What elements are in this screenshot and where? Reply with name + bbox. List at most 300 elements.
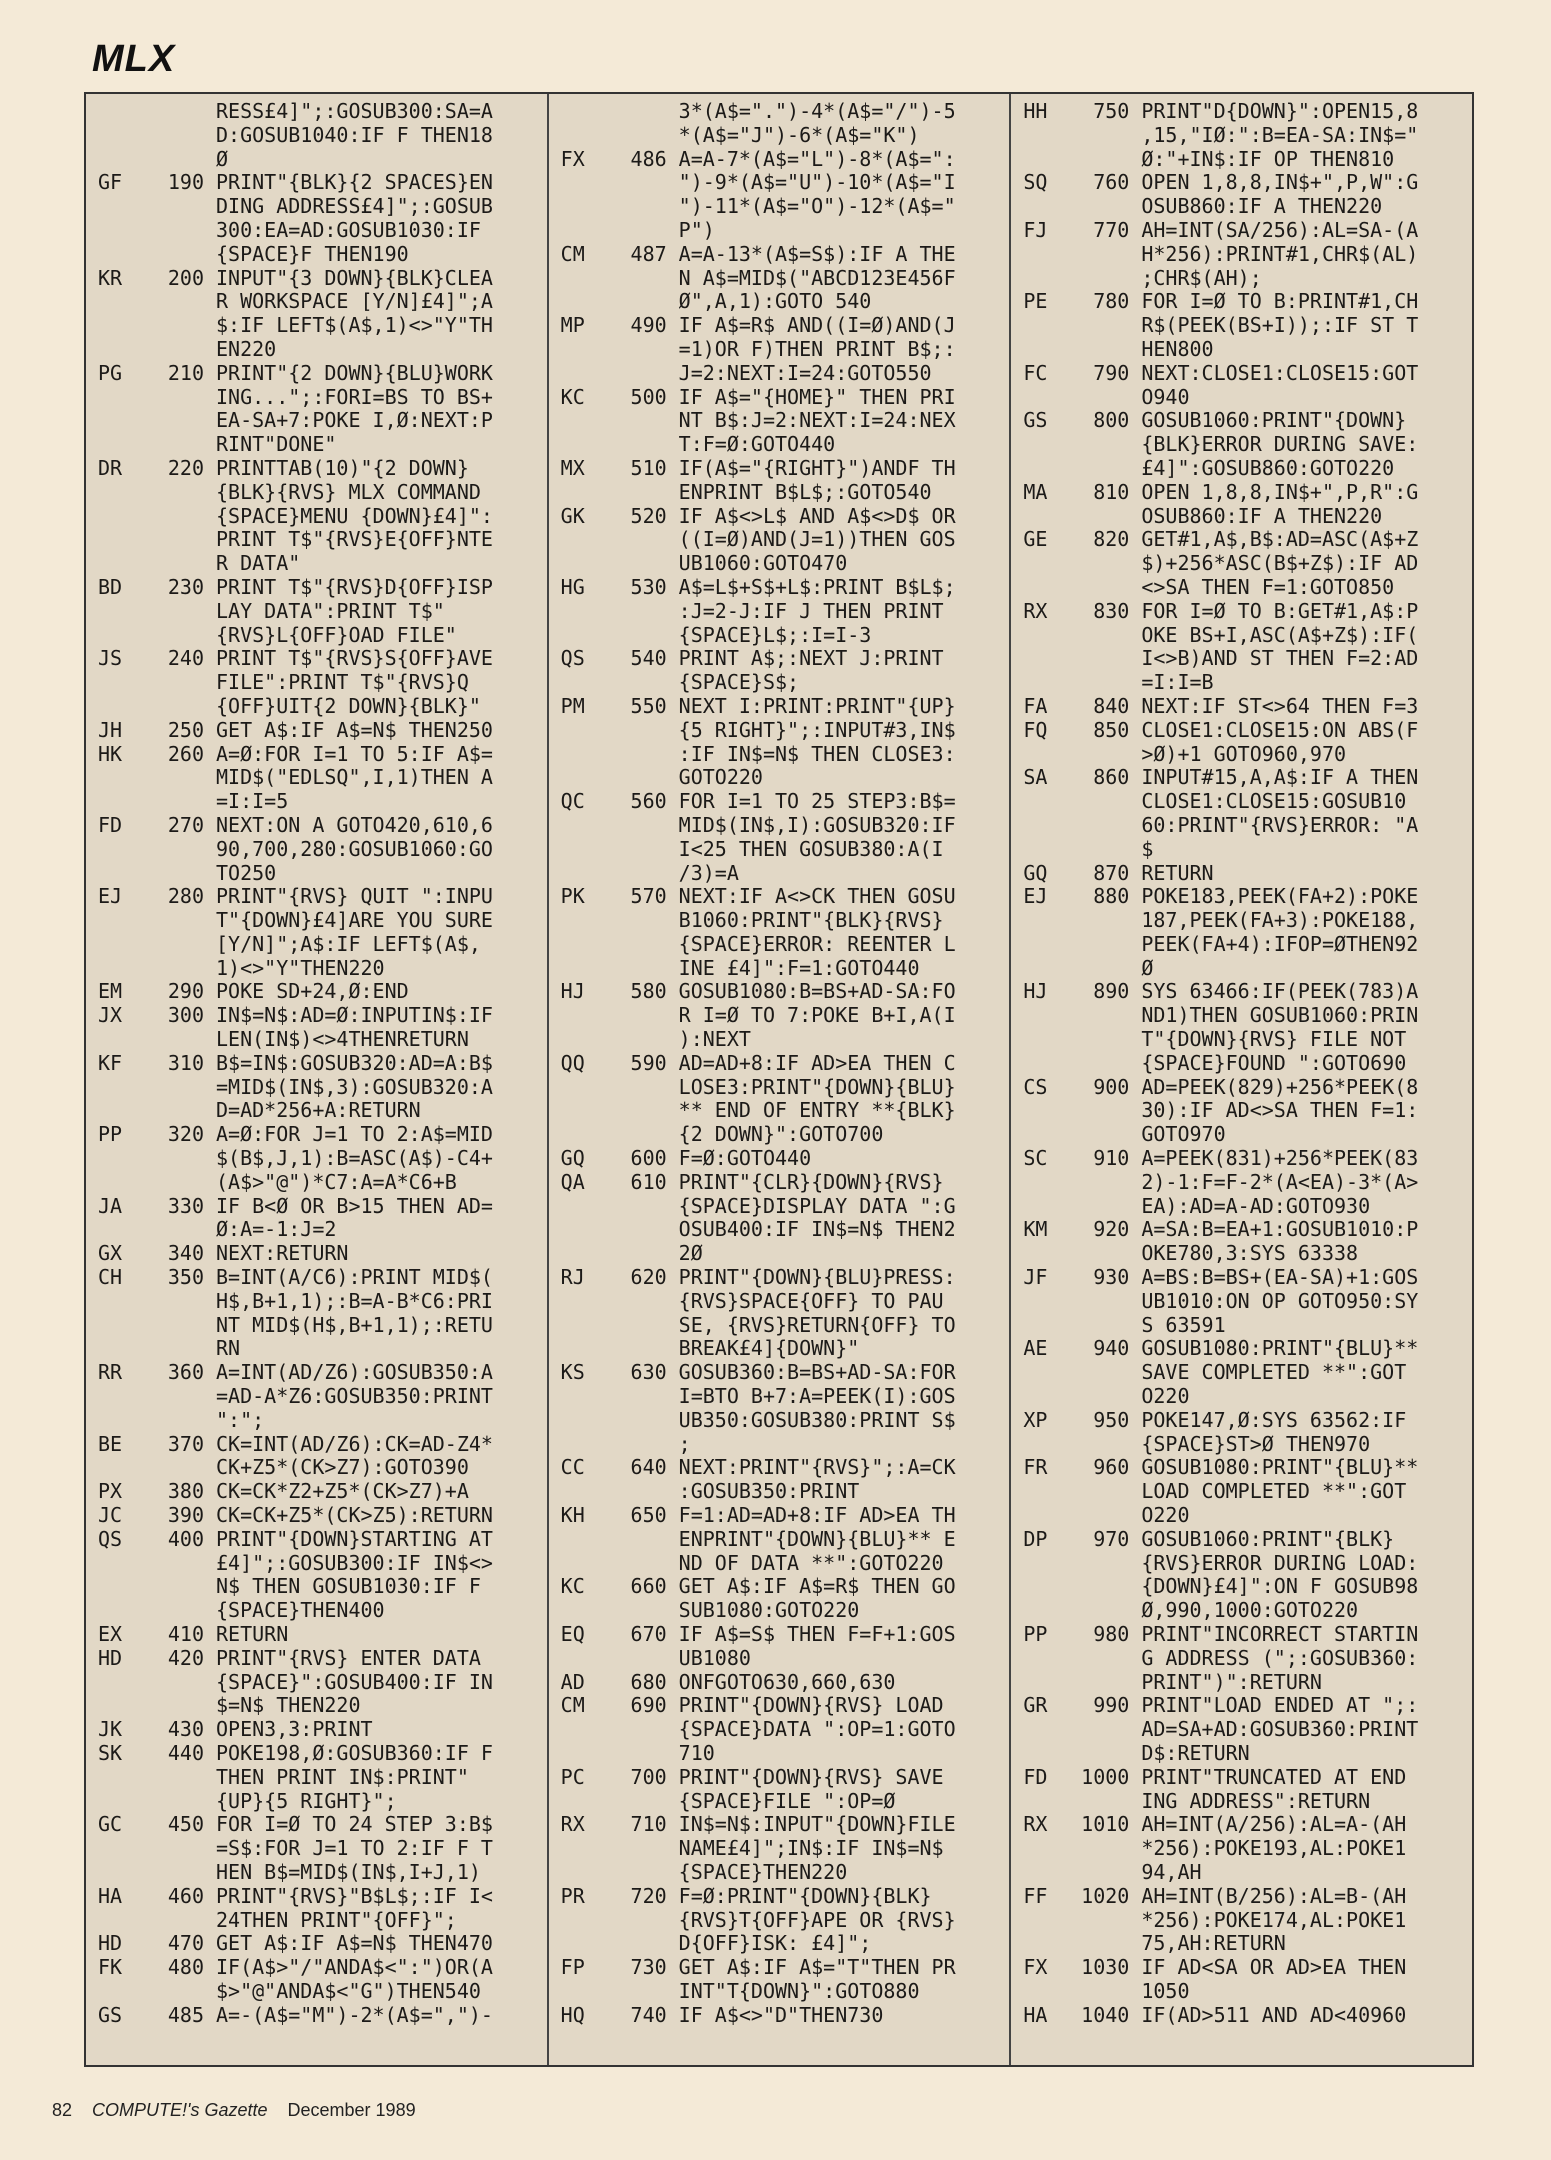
line-number: 440 <box>167 1740 204 1765</box>
code-line <box>94 338 539 362</box>
code-line <box>557 1813 1002 1837</box>
line-number: 250 <box>167 717 204 742</box>
code-line <box>557 171 1002 195</box>
line-number: 270 <box>167 812 204 837</box>
code-text: {RVS}L{OFF}OAD FILE" <box>216 623 457 647</box>
code-text: H$,B+1,1);:B=A-B*C6:PRI <box>216 1289 493 1313</box>
code-line <box>1019 1599 1464 1623</box>
code-text: DING ADDRESS£4]";:GOSUB <box>216 195 493 219</box>
code-text: $)+256*ASC(B$+Z$):IF AD <box>1141 552 1419 576</box>
code-line <box>1019 1980 1464 2004</box>
code-line <box>94 1885 539 1909</box>
code-line <box>1019 933 1464 957</box>
code-line <box>1019 1433 1464 1457</box>
line-number: 340 <box>167 1241 204 1266</box>
code-text: R I=Ø TO 7:POKE B+I,A(I <box>678 1004 956 1028</box>
code-text: CK=CK*Z2+Z5*(CK>Z7)+A <box>216 1480 469 1504</box>
code-text: NEXT:IF A<>CK THEN GOSU <box>678 885 956 909</box>
code-text: ":"; <box>216 1408 265 1432</box>
checksum: HD <box>98 1645 123 1670</box>
code-text: B$=IN$:GOSUB320:AD=A:B$ <box>216 1051 493 1075</box>
code-line <box>557 1742 1002 1766</box>
line-number: 930 <box>1093 1265 1130 1290</box>
code-text: TO250 <box>216 861 277 885</box>
code-line <box>557 1099 1002 1123</box>
line-number: 550 <box>630 693 667 718</box>
code-text: UB1010:ON OP GOTO950:SY <box>1141 1289 1419 1313</box>
code-line <box>1019 2004 1464 2028</box>
code-line <box>94 433 539 457</box>
code-text: 24THEN PRINT"{OFF}"; <box>216 1908 457 1932</box>
line-number: 500 <box>630 384 667 409</box>
line-number: 540 <box>630 646 667 671</box>
checksum: EQ <box>560 1622 585 1646</box>
code-text: D:GOSUB1040:IF F THEN18 <box>216 123 493 147</box>
code-line <box>557 885 1002 909</box>
line-number: 1020 <box>1081 1883 1130 1908</box>
line-number: 320 <box>167 1122 204 1147</box>
code-line <box>94 1552 539 1576</box>
line-number: 1040 <box>1081 2002 1130 2027</box>
code-line <box>94 1528 539 1552</box>
code-text: :GOSUB350:PRINT <box>678 1480 860 1504</box>
code-text: GOTO220 <box>678 766 763 790</box>
code-line <box>94 481 539 505</box>
line-number: 1010 <box>1081 1812 1130 1837</box>
line-number: 230 <box>167 574 204 599</box>
code-text: =1)OR F)THEN PRINT B$;: <box>678 337 956 361</box>
code-line <box>1019 743 1464 767</box>
code-text: NEXT:CLOSE1:CLOSE15:GOT <box>1141 361 1419 385</box>
code-line <box>557 1694 1002 1718</box>
code-text: {SPACE}THEN220 <box>678 1860 848 1884</box>
checksum: EM <box>98 979 123 1004</box>
code-line <box>94 1790 539 1814</box>
code-text: ONFGOTO630,660,630 <box>678 1670 896 1694</box>
checksum: QQ <box>560 1050 585 1075</box>
checksum: FX <box>1023 1955 1048 1980</box>
code-text: IF A$=R$ AND((I=Ø)AND(J <box>678 314 956 338</box>
code-text: Ø",A,1):GOTO 540 <box>678 290 872 314</box>
code-line <box>94 766 539 790</box>
code-text: OPEN 1,8,8,IN$+",P,R":G <box>1141 480 1419 504</box>
checksum: KH <box>560 1503 585 1528</box>
line-number: 670 <box>630 1622 667 1646</box>
code-line <box>557 1599 1002 1623</box>
line-number: 810 <box>1093 479 1130 504</box>
code-text: D$:RETURN <box>1141 1741 1250 1765</box>
code-line <box>1019 957 1464 981</box>
code-text: IF A$<>"D"THEN730 <box>678 2003 884 2027</box>
code-text: PRINT T$"{RVS}S{OFF}AVE <box>216 647 493 671</box>
code-text: PRINT"{DOWN}{BLU}PRESS: <box>678 1266 956 1290</box>
code-text: I<>B)AND ST THEN F=2:AD <box>1141 647 1419 671</box>
checksum: PM <box>560 693 585 718</box>
line-number: 630 <box>630 1360 667 1385</box>
code-text: =MID$(IN$,3):GOSUB320:A <box>216 1075 493 1099</box>
checksum: CH <box>98 1265 123 1290</box>
code-line <box>557 1718 1002 1742</box>
code-line <box>557 957 1002 981</box>
code-text: PRINT T$"{RVS}E{OFF}NTE <box>216 528 493 552</box>
code-line <box>94 933 539 957</box>
code-text: A=A-7*(A$="L")-8*(A$=": <box>678 147 956 171</box>
code-text: {5 RIGHT}";:INPUT#3,IN$ <box>678 718 956 742</box>
code-line <box>1019 1385 1464 1409</box>
code-text: IN$=N$:INPUT"{DOWN}FILE <box>678 1813 956 1837</box>
code-line <box>1019 671 1464 695</box>
code-line <box>557 219 1002 243</box>
code-text: PRINT"INCORRECT STARTIN <box>1141 1623 1419 1646</box>
code-text: CK+Z5*(CK>Z7):GOTO390 <box>216 1456 469 1480</box>
code-line <box>557 1266 1002 1290</box>
code-text: ((I=Ø)AND(J=1))THEN GOS <box>678 528 956 552</box>
code-line <box>557 409 1002 433</box>
line-number: 370 <box>167 1431 204 1456</box>
code-line <box>557 314 1002 338</box>
checksum: HA <box>98 1883 123 1908</box>
code-line <box>1019 1314 1464 1338</box>
code-line <box>557 1314 1002 1338</box>
code-text: F=Ø:PRINT"{DOWN}{BLK} <box>678 1884 932 1908</box>
code-line <box>94 1813 539 1837</box>
code-line <box>94 957 539 981</box>
code-line <box>1019 481 1464 505</box>
code-text: {SPACE}":GOSUB400:IF IN <box>216 1670 493 1694</box>
code-line <box>1019 362 1464 386</box>
code-line <box>94 814 539 838</box>
line-number: 330 <box>167 1193 204 1218</box>
code-text: ENPRINT B$L$;:GOTO540 <box>678 480 932 504</box>
code-text: CLOSE1:CLOSE15:ON ABS(F <box>1141 718 1419 742</box>
code-line <box>557 290 1002 314</box>
code-text: T"{DOWN}£4]ARE YOU SURE <box>216 909 493 933</box>
code-text: GOSUB1080:PRINT"{BLU}** <box>1141 1456 1419 1480</box>
code-text: *256):POKE174,AL:POKE1 <box>1141 1908 1407 1932</box>
code-line <box>557 1909 1002 1933</box>
code-text: J=2:NEXT:I=24:GOTO550 <box>678 361 932 385</box>
code-text: AH=INT(A/256):AL=A-(AH <box>1141 1813 1407 1837</box>
code-text: 75,AH:RETURN <box>1141 1932 1286 1956</box>
code-text: CK=CK+Z5*(CK>Z5):RETURN <box>216 1504 493 1528</box>
code-text: ")-9*(A$="U")-10*(A$="I <box>678 171 956 195</box>
code-line <box>94 195 539 219</box>
code-text: A=A-13*(A$=S$):IF A THE <box>678 242 956 266</box>
code-line <box>1019 1790 1464 1814</box>
code-line <box>94 386 539 410</box>
code-text: $=N$ THEN220 <box>216 1694 361 1718</box>
code-text: {OFF}UIT{2 DOWN}{BLK}" <box>216 694 481 718</box>
code-line <box>1019 1742 1464 1766</box>
line-number: 600 <box>630 1146 667 1171</box>
code-line <box>557 1052 1002 1076</box>
code-text: {2 DOWN}":GOTO700 <box>678 1123 884 1147</box>
line-number: 770 <box>1093 217 1130 242</box>
code-text: IF A$="{HOME}" THEN PRI <box>678 385 956 409</box>
line-number: 790 <box>1093 360 1130 385</box>
code-line <box>94 1742 539 1766</box>
checksum: QC <box>560 789 585 814</box>
code-line <box>557 1480 1002 1504</box>
checksum: MA <box>1023 479 1048 504</box>
code-line <box>557 1671 1002 1695</box>
line-number: 940 <box>1093 1336 1130 1361</box>
line-number: 300 <box>167 1003 204 1028</box>
code-text: RN <box>216 1337 241 1361</box>
checksum: HQ <box>560 2002 585 2027</box>
code-line <box>1019 1885 1464 1909</box>
code-text: $:IF LEFT$(A$,1)<>"Y"TH <box>216 314 493 338</box>
code-text: PRINT")":RETURN <box>1141 1670 1322 1694</box>
code-line <box>94 576 539 600</box>
code-text: RETURN <box>216 1623 289 1646</box>
code-text: IF AD<SA OR AD>EA THEN <box>1141 1956 1407 1980</box>
checksum: RX <box>560 1812 585 1837</box>
code-line <box>94 1218 539 1242</box>
code-text: ND OF DATA **":GOTO220 <box>678 1551 944 1575</box>
code-line <box>1019 1409 1464 1433</box>
code-text: {SPACE}DATA ":OP=1:GOTO <box>678 1718 956 1742</box>
code-line <box>557 743 1002 767</box>
code-text: (A$>"@")*C7:A=A*C6+B <box>216 1170 457 1194</box>
code-text: :IF IN$=N$ THEN CLOSE3: <box>678 742 956 766</box>
code-line <box>557 838 1002 862</box>
code-text: NEXT:PRINT"{RVS}";:A=CK <box>678 1456 956 1480</box>
checksum: CC <box>560 1455 585 1480</box>
listing-column-3 <box>1009 94 1472 2065</box>
code-text: NT B$:J=2:NEXT:I=24:NEX <box>678 409 956 433</box>
checksum: PG <box>98 360 123 385</box>
code-text: ; <box>678 1432 691 1456</box>
checksum: GX <box>98 1241 123 1266</box>
checksum: KR <box>98 265 123 290</box>
code-line <box>94 148 539 172</box>
code-text: PRINT T$"{RVS}D{OFF}ISP <box>216 575 493 599</box>
code-text: A=Ø:FOR J=1 TO 2:A$=MID <box>216 1123 493 1147</box>
code-line <box>557 1004 1002 1028</box>
code-text: SYS 63466:IF(PEEK(783)A <box>1141 980 1419 1004</box>
code-line <box>557 1195 1002 1219</box>
code-line <box>1019 1456 1464 1480</box>
code-text: {BLK}{RVS} MLX COMMAND <box>216 480 481 504</box>
code-text: RINT"DONE" <box>216 433 337 457</box>
code-text: A=PEEK(831)+256*PEEK(83 <box>1141 1147 1419 1171</box>
line-number: 220 <box>167 455 204 480</box>
code-text: {SPACE}MENU {DOWN}£4]": <box>216 504 493 528</box>
code-text: Ø:A=-1:J=2 <box>216 1218 337 1242</box>
code-line <box>94 219 539 243</box>
code-text: N$ THEN GOSUB1030:IF F <box>216 1575 481 1599</box>
code-line <box>94 1671 539 1695</box>
checksum: QS <box>560 646 585 671</box>
line-number: 620 <box>630 1265 667 1290</box>
line-number: 290 <box>167 979 204 1004</box>
code-text: INT"T{DOWN}":GOTO880 <box>678 1979 920 2003</box>
code-line <box>94 1290 539 1314</box>
code-line <box>94 2004 539 2028</box>
code-line <box>1019 457 1464 481</box>
code-text: O220 <box>1141 1504 1190 1528</box>
code-text: :J=2-J:IF J THEN PRINT <box>678 599 944 623</box>
code-line <box>557 1076 1002 1100</box>
checksum: DR <box>98 455 123 480</box>
line-number: 310 <box>167 1050 204 1075</box>
code-text: RESS£4]";:GOSUB300:SA=A <box>216 100 493 123</box>
code-text: FILE":PRINT T$"{RVS}Q <box>216 671 469 695</box>
code-line <box>1019 195 1464 219</box>
code-line <box>1019 1956 1464 1980</box>
code-text: ING ADDRESS":RETURN <box>1141 1789 1371 1813</box>
code-text: OSUB400:IF IN$=N$ THEN2 <box>678 1218 956 1242</box>
code-line <box>94 1504 539 1528</box>
checksum: RX <box>1023 1812 1048 1837</box>
code-line <box>1019 433 1464 457</box>
checksum: KS <box>560 1360 585 1385</box>
checksum: FC <box>1023 360 1048 385</box>
code-text: {SPACE}FILE ":OP=Ø <box>678 1789 896 1813</box>
line-number: 530 <box>630 574 667 599</box>
code-line <box>94 600 539 624</box>
checksum: PX <box>98 1479 123 1504</box>
code-line <box>94 695 539 719</box>
code-text: FOR I=Ø TO B:PRINT#1,CH <box>1141 290 1419 314</box>
code-text: ):NEXT <box>678 1028 751 1052</box>
code-text: AD=PEEK(829)+256*PEEK(8 <box>1141 1075 1419 1099</box>
line-number: 750 <box>1093 99 1130 123</box>
code-line <box>1019 1195 1464 1219</box>
code-text: I=BTO B+7:A=PEEK(I):GOS <box>678 1385 956 1409</box>
code-text: 90,700,280:GOSUB1060:GO <box>216 837 493 861</box>
line-number: 1030 <box>1081 1955 1130 1980</box>
code-text: ;CHR$(AH); <box>1141 266 1262 290</box>
code-text: A$=L$+S$+L$:PRINT B$L$; <box>678 575 956 599</box>
code-text: OKE780,3:SYS 63338 <box>1141 1242 1359 1266</box>
code-text: F=Ø:GOTO440 <box>678 1147 812 1171</box>
code-text: BREAK£4]{DOWN}" <box>678 1337 860 1361</box>
code-line <box>94 100 539 124</box>
code-line <box>94 790 539 814</box>
line-number: 430 <box>167 1717 204 1742</box>
code-line <box>557 386 1002 410</box>
line-number: 590 <box>630 1050 667 1075</box>
code-text: OPEN3,3:PRINT <box>216 1718 373 1742</box>
code-line <box>1019 1718 1464 1742</box>
code-text: OSUB860:IF A THEN220 <box>1141 195 1383 219</box>
code-text: POKE183,PEEK(FA+2):POKE <box>1141 885 1419 909</box>
code-line <box>557 1956 1002 1980</box>
checksum: HK <box>98 741 123 766</box>
code-line <box>557 814 1002 838</box>
checksum: HJ <box>1023 979 1048 1004</box>
code-text: PRINT"{BLK}{2 SPACES}EN <box>216 171 493 195</box>
page-title: MLX <box>92 38 176 80</box>
checksum: GF <box>98 170 123 195</box>
code-text: LEN(IN$)<>4THENRETURN <box>216 1028 469 1052</box>
code-text: ING...";:FORI=BS TO BS+ <box>216 385 493 409</box>
code-text: R WORKSPACE [Y/N]£4]";A <box>216 290 493 314</box>
code-text: 94,AH <box>1141 1860 1202 1884</box>
code-line <box>557 1123 1002 1147</box>
code-text: FOR I=Ø TO 24 STEP 3:B$ <box>216 1813 493 1837</box>
checksum: KF <box>98 1050 123 1075</box>
code-line <box>94 1861 539 1885</box>
code-text: =I:I=5 <box>216 790 289 814</box>
code-text: ** END OF ENTRY **{BLK} <box>678 1099 956 1123</box>
code-text: 60:PRINT"{RVS}ERROR: "A <box>1141 813 1419 837</box>
code-line <box>557 624 1002 648</box>
line-number: 200 <box>167 265 204 290</box>
code-text: 1)<>"Y"THEN220 <box>216 956 385 980</box>
code-line <box>94 267 539 291</box>
code-text: Ø:"+IN$:IF OP THEN810 <box>1141 147 1395 171</box>
code-text: P") <box>678 218 715 242</box>
code-text: PRINT"{RVS} QUIT ":INPU <box>216 885 493 909</box>
code-text: RETURN <box>1141 861 1214 885</box>
checksum: FK <box>98 1955 123 1980</box>
code-line <box>94 1599 539 1623</box>
line-number: 190 <box>167 170 204 195</box>
code-line <box>1019 1623 1464 1647</box>
code-line <box>1019 1076 1464 1100</box>
code-line <box>1019 1766 1464 1790</box>
line-number: 740 <box>630 2002 667 2027</box>
checksum: HG <box>560 574 585 599</box>
code-line <box>1019 124 1464 148</box>
code-line <box>557 695 1002 719</box>
code-line <box>1019 1361 1464 1385</box>
code-line <box>557 362 1002 386</box>
checksum: SC <box>1023 1146 1048 1171</box>
line-number: 610 <box>630 1169 667 1194</box>
code-text: HEN800 <box>1141 337 1214 361</box>
code-text: AH=INT(B/256):AL=B-(AH <box>1141 1884 1407 1908</box>
code-line <box>1019 552 1464 576</box>
code-text: UB1080 <box>678 1646 751 1670</box>
line-number: 1000 <box>1081 1764 1130 1789</box>
code-line <box>1019 1218 1464 1242</box>
code-line <box>94 838 539 862</box>
code-line <box>94 1195 539 1219</box>
code-line <box>1019 862 1464 886</box>
line-number: 990 <box>1093 1693 1130 1718</box>
code-line <box>94 1956 539 1980</box>
code-text: POKE147,Ø:SYS 63562:IF <box>1141 1408 1407 1432</box>
code-text: EA):AD=A-AD:GOTO930 <box>1141 1194 1371 1218</box>
line-number: 970 <box>1093 1526 1130 1551</box>
code-line <box>557 1552 1002 1576</box>
code-text: {UP}{5 RIGHT}"; <box>216 1789 397 1813</box>
code-text: CK=INT(AD/Z6):CK=AD-Z4* <box>216 1432 493 1456</box>
code-line <box>1019 1004 1464 1028</box>
code-text: {SPACE}F THEN190 <box>216 242 409 266</box>
code-text: PRINTTAB(10)"{2 DOWN} <box>216 456 469 480</box>
code-line <box>94 980 539 1004</box>
checksum: PP <box>98 1122 123 1147</box>
code-line <box>1019 267 1464 291</box>
code-text: IN$=N$:AD=Ø:INPUTIN$:IF <box>216 1004 493 1028</box>
code-text: GET A$:IF A$=R$ THEN GO <box>678 1575 956 1599</box>
line-number: 450 <box>167 1812 204 1837</box>
code-text: UB350:GOSUB380:PRINT S$ <box>678 1408 956 1432</box>
checksum: BE <box>98 1431 123 1456</box>
code-text: SAVE COMPLETED **":GOT <box>1141 1361 1407 1385</box>
code-line <box>557 600 1002 624</box>
checksum: AE <box>1023 1336 1048 1361</box>
code-text: INPUT#15,A,A$:IF A THEN <box>1141 766 1419 790</box>
code-line <box>1019 1337 1464 1361</box>
code-text: EA-SA+7:POKE I,Ø:NEXT:P <box>216 409 493 433</box>
code-text: GOSUB1080:B=BS+AD-SA:FO <box>678 980 956 1004</box>
